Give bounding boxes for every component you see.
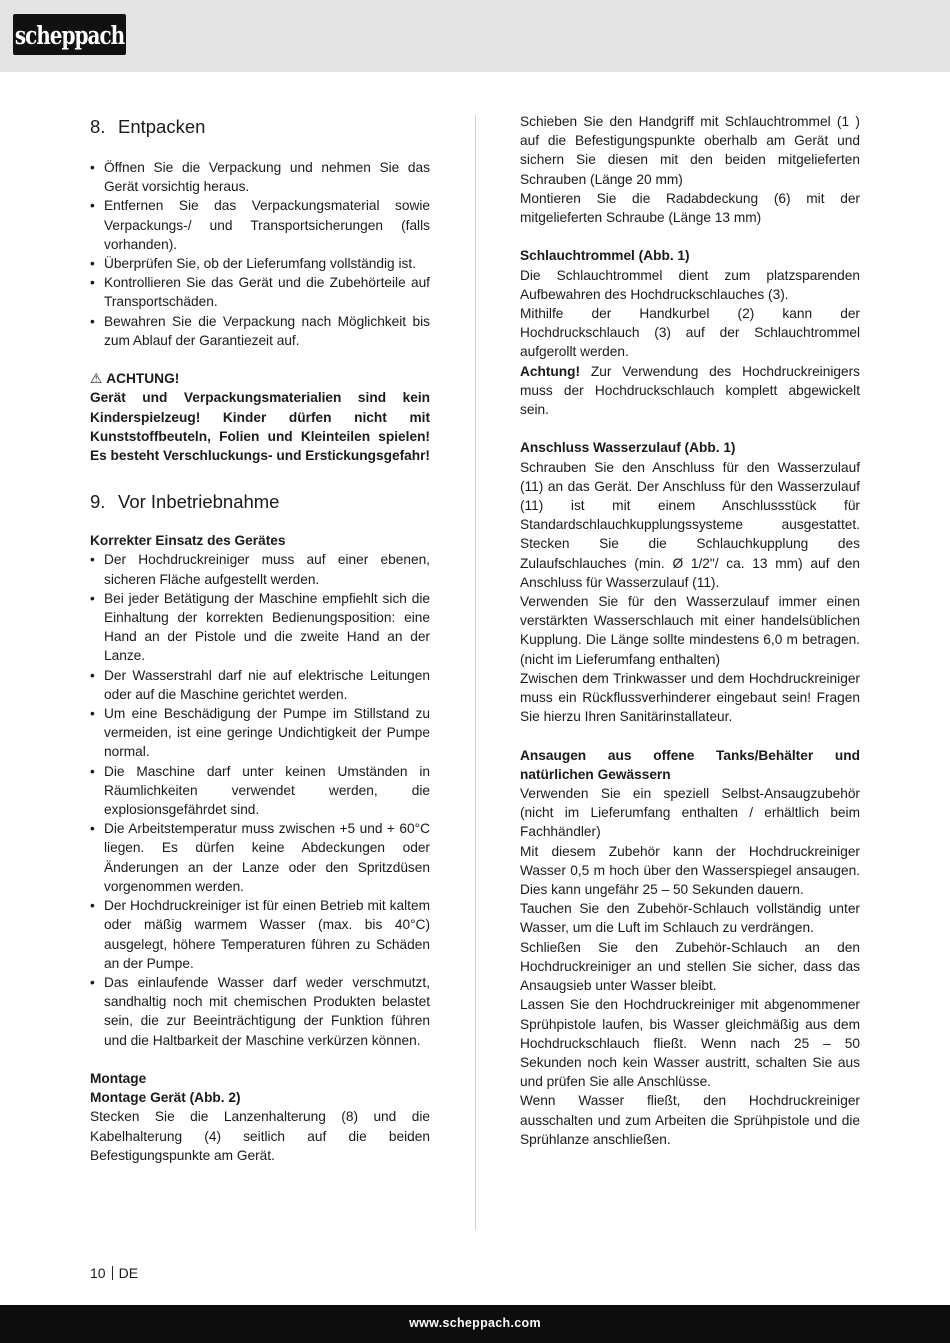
- section-8-title: [90, 116, 430, 138]
- suction-text-2: Mit diesem Zubehör kann der Hochdruckreiniger Wasser 0,5 m hoch über den Wasserspiegel ansaugen. Dies kann ungefähr 25 – 50 Sekunden dauern.: [520, 843, 860, 898]
- suction-heading: Ansaugen aus offene Tanks/Behälter und natürlichen Gewässern: [520, 747, 860, 782]
- list-item: • Um eine Beschädigung der Pumpe im Stillstand zu vermeiden, ist eine geringe Undichtigkeit der Pumpe normal.: [90, 704, 430, 762]
- suction-text-3: Tauchen Sie den Zubehör-Schlauch vollständig unter Wasser, um die Luft im Schlauch zu verdrängen.: [520, 901, 860, 936]
- correct-use-list: [90, 550, 430, 1049]
- wheel-cover-text: Montieren Sie die Radabdeckung (6) mit der mitgelieferten Schraube (Länge 13 mm): [520, 190, 860, 226]
- hose-drum-heading: Schlauchtrommel (Abb. 1): [520, 248, 690, 264]
- list-item: • Die Maschine darf unter keinen Umständen in Räumlichkeiten verwendet werden, die explosionsgefährdet sind.: [90, 762, 430, 820]
- left-column: [90, 112, 430, 1165]
- header-bar: [0, 0, 950, 72]
- website-link[interactable]: www.scheppach.com: [409, 1316, 541, 1330]
- montage-heading: Montage: [90, 1070, 147, 1086]
- unpacking-list: [90, 158, 430, 350]
- list-item: • Der Hochdruckreiniger muss auf einer ebenen, sicheren Fläche aufgestellt werden.: [90, 550, 430, 588]
- section-8-number: 8.: [90, 116, 106, 137]
- list-item: • Das einlaufende Wasser darf weder verschmutzt, sandhaltig noch mit chemischen Produkten belastet sein, die zur Beeinträchtigung der Funktion führen und die Haltbarkeit der Maschine verkürzen können.: [90, 973, 430, 1050]
- list-item: • Bewahren Sie die Verpackung nach Möglichkeit bis zum Ablauf der Garantiezeit auf.: [90, 312, 430, 350]
- suction-text-6: Wenn Wasser fließt, den Hochdruckreiniger ausschalten und zum Arbeiten die Sprühpistole und die Sprühlanze anschließen.: [520, 1093, 860, 1147]
- attention-text: Zur Verwendung des Hochdruckreinigers muss der Hochdruckschlauch komplett abgewickelt sein.: [520, 363, 860, 418]
- list-item: • Öffnen Sie die Verpackung und nehmen Sie das Gerät vorsichtig heraus.: [90, 158, 430, 196]
- warning-title: [90, 369, 430, 388]
- water-inlet-heading: Anschluss Wasserzulauf (Abb. 1): [520, 440, 736, 456]
- list-item: • Die Arbeitstemperatur muss zwischen +5 und + 60°C liegen. Es dürfen keine Abdeckungen oder Änderungen an der Lanze oder den Spritzdüsen vorgenommen werden.: [90, 819, 430, 896]
- page-language: DE: [118, 1265, 139, 1281]
- list-item: • Entfernen Sie das Verpackungsmaterial sowie Verpackungs-/ und Transportsicherungen (falls vorhanden).: [90, 196, 430, 254]
- list-item: • Überprüfen Sie, ob der Lieferumfang vollständig ist.: [90, 254, 430, 273]
- hose-drum-text-1: Die Schlauchtrommel dient zum platzsparenden Aufbewahren des Hochdruckschlauches (3).: [520, 267, 860, 302]
- page-number-value: 10: [90, 1265, 106, 1281]
- montage-subheading: Montage Gerät (Abb. 2): [90, 1090, 241, 1106]
- warning-title-text: ACHTUNG!: [106, 371, 180, 387]
- suction-text-5: Lassen Sie den Hochdruckreiniger mit abgenommener Sprühpistole laufen, bis Wasser gleichmäßig aus dem Hochdruckschlauch fließt. Wenn nach 25 – 50 Sekunden noch kein Wasser austritt, schalten Sie aus und prüfen Sie alle Anschlüsse.: [520, 997, 860, 1090]
- water-inlet-text-3: Zwischen dem Trinkwasser und dem Hochdruckreiniger muss ein Rückflussverhinderer eingebaut sein! Fragen Sie hierzu Ihren Sanitärinstallateur.: [520, 670, 860, 725]
- list-item: • Der Wasserstrahl darf nie auf elektrische Leitungen oder auf die Maschine gerichtet werden.: [90, 666, 430, 704]
- attention-label: Achtung!: [520, 363, 581, 379]
- section-8-heading: Entpacken: [118, 116, 206, 137]
- list-item: • Der Hochdruckreiniger ist für einen Betrieb mit kaltem oder mäßig warmem Wasser (max. bis 40°C) ausgelegt, höhere Temperaturen führen zu Schäden an der Pumpe.: [90, 896, 430, 973]
- page-number-separator: [112, 1266, 113, 1280]
- brand-logo: [13, 14, 126, 55]
- handle-mounting-text: Schieben Sie den Handgriff mit Schlauchtrommel (1 ) auf die Befestigungspunkte oberhalb am Gerät und sichern Sie diesen mit den beiden mitgelieferten Schrauben (Länge 20 mm): [520, 114, 860, 187]
- warning-text: Gerät und Verpackungsmaterialien sind kein Kinderspielzeug! Kinder dürfen nicht mit Kunststoffbeuteln, Folien und Kleinteilen spielen! Es besteht Verschluckungs- und Erstickungsgefahr!: [90, 390, 430, 464]
- page-number: [90, 1265, 138, 1281]
- list-item: • Bei jeder Betätigung der Maschine empfiehlt sich die Einhaltung der korrekten Bedienungsposition: eine Hand an der Pistole und die zweite Hand an der Lanze.: [90, 589, 430, 666]
- water-inlet-text-2: Verwenden Sie für den Wasserzulauf immer einen verstärkten Wasserschlauch mit einer handelsüblichen Kupplung. Die Länge sollte mindestens 6,0 m betragen. (nicht im Lieferumfang enthalten): [520, 594, 860, 667]
- water-inlet-text-1: Schrauben Sie den Anschluss für den Wasserzulauf (11) an das Gerät. Der Anschluss für den Wasserzulauf (11) ist mit einem Anschlussstück für Standardschlauchkupplungssysteme ausgestattet. Stecken Sie die Schlauchkupplung des Zulaufschlauches (min. Ø 1/2"/ ca. 13 mm) auf den Anschluss für Wasserzulauf (11).: [520, 459, 860, 590]
- footer-bar: [0, 1305, 950, 1343]
- right-column: [520, 112, 860, 1149]
- suction-text-4: Schließen Sie den Zubehör-Schlauch an den Hochdruckreiniger an und stellen Sie sicher, dass das Ansaugsieb unter Wasser bleibt.: [520, 939, 860, 994]
- column-divider: [475, 115, 476, 1230]
- hose-drum-text-2: Mithilfe der Handkurbel (2) kann der Hochdruckschlauch (3) auf der Schlauchtrommel aufgerollt werden.: [520, 306, 860, 360]
- correct-use-subheading: Korrekter Einsatz des Gerätes: [90, 533, 286, 549]
- suction-text-1: Verwenden Sie ein speziell Selbst-Ansaugzubehör (nicht im Lieferumfang enthalten / erhältlich beim Fachhändler): [520, 786, 860, 840]
- montage-text: Stecken Sie die Lanzenhalterung (8) und die Kabelhalterung (4) seitlich auf die beiden Befestigungspunkte am Gerät.: [90, 1109, 430, 1163]
- warning-icon: ⚠: [90, 371, 103, 387]
- section-9-heading: Vor Inbetriebnahme: [118, 491, 280, 513]
- hose-drum-attention: [520, 362, 860, 420]
- section-9-title: [90, 491, 430, 513]
- section-9-number: 9.: [90, 491, 106, 513]
- brand-logo-text: scheppach: [14, 19, 125, 50]
- list-item: • Kontrollieren Sie das Gerät und die Zubehörteile auf Transportschäden.: [90, 273, 430, 311]
